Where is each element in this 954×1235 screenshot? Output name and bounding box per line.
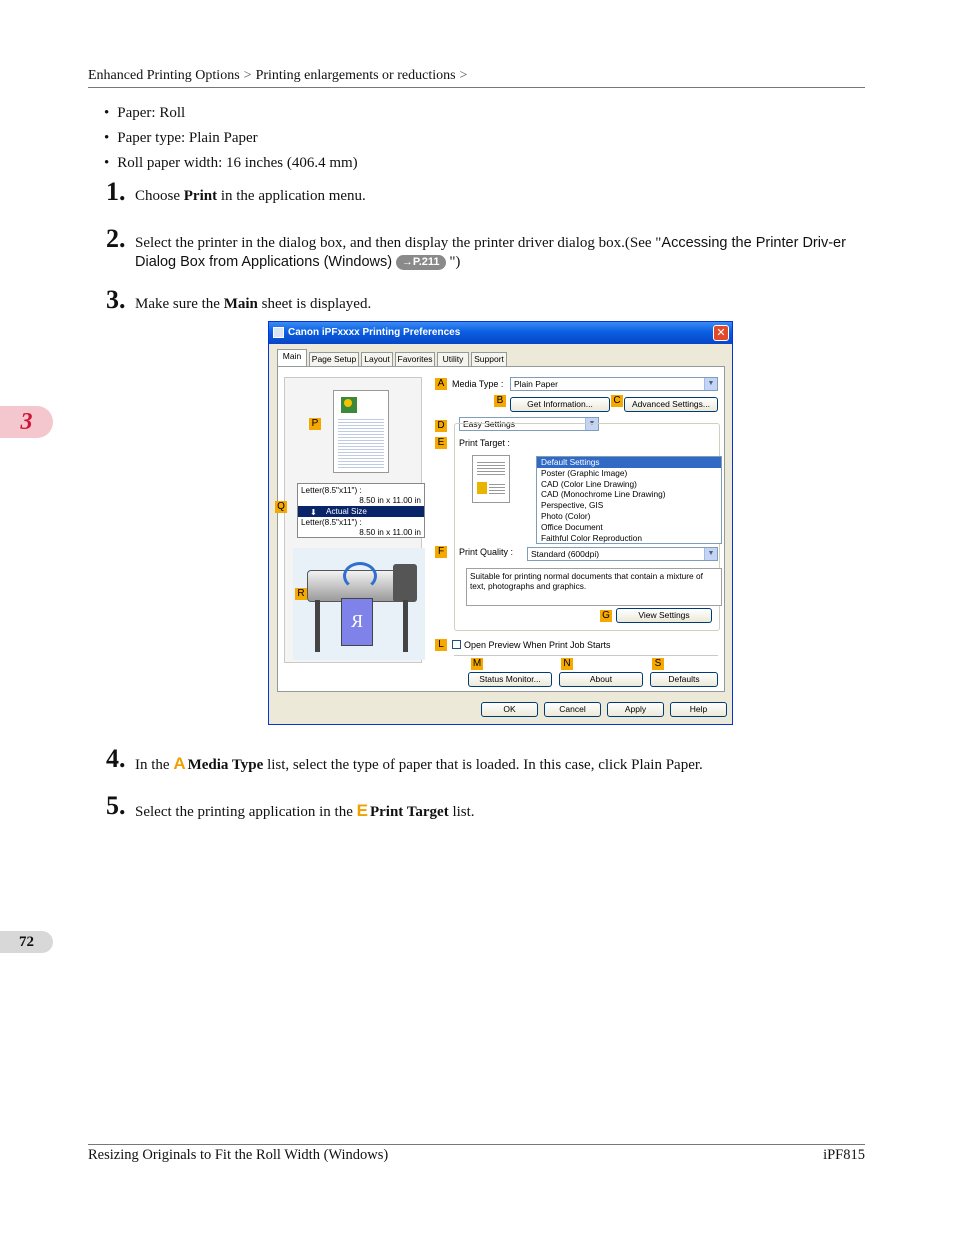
down-arrow-icon: ⬇ <box>310 508 317 517</box>
close-button[interactable]: ✕ <box>713 325 729 341</box>
about-button[interactable]: About <box>559 672 643 687</box>
size-info-box <box>297 483 425 538</box>
marker-l: L <box>435 639 447 651</box>
print-target-description: Suitable for printing normal documents that contain a mixture of text, photographs and graphics. <box>466 568 722 606</box>
list-item[interactable]: Poster (Graphic Image) <box>541 467 628 478</box>
step-number: 5. <box>106 791 126 820</box>
open-preview-checkbox[interactable] <box>452 640 461 649</box>
breadcrumb-separator: > <box>243 68 252 83</box>
marker-n: N <box>561 658 573 670</box>
defaults-button[interactable]: Defaults <box>650 672 718 687</box>
step-number: 2. <box>106 224 126 253</box>
scaling-label: Actual Size <box>326 507 367 516</box>
print-quality-value: Standard (600dpi) <box>531 549 600 559</box>
print-target-list[interactable] <box>536 456 722 544</box>
tab-main[interactable]: Main <box>277 349 307 367</box>
list-item[interactable]: Office Document <box>541 521 603 532</box>
dialog-titlebar[interactable] <box>269 322 732 344</box>
media-type-select[interactable] <box>510 377 718 391</box>
tab-support[interactable]: Support <box>471 352 507 366</box>
marker-q: Q <box>275 501 287 513</box>
open-preview-label: Open Preview When Print Job Starts <box>464 640 611 650</box>
breadcrumb-separator: > <box>459 68 468 83</box>
printed-sheet-icon: R <box>341 598 373 646</box>
tab-layout[interactable]: Layout <box>361 352 393 366</box>
marker-e: E <box>435 437 447 449</box>
page-reference-badge[interactable]: →P.211 <box>396 255 446 270</box>
chapter-tab[interactable]: 3 <box>0 406 53 438</box>
original-size-label: Letter(8.5"x11") : <box>301 486 362 495</box>
original-size-value: 8.50 in x 11.00 in <box>359 496 421 505</box>
list-item[interactable]: Photo (Color) <box>541 510 591 521</box>
print-quality-label: Print Quality : <box>459 547 514 557</box>
list-item[interactable]: CAD (Monochrome Line Drawing) <box>541 489 666 500</box>
list-item: • Roll paper width: 16 inches (406.4 mm) <box>104 151 358 176</box>
breadcrumb <box>88 68 471 84</box>
tab-favorites[interactable]: Favorites <box>395 352 435 366</box>
step-number: 4. <box>106 744 126 773</box>
step-text: Choose Print in the application menu. <box>135 188 366 204</box>
chevron-down-icon: ▼ <box>704 378 717 390</box>
marker-b: B <box>494 395 506 407</box>
list-item: • Paper type: Plain Paper <box>104 126 358 151</box>
marker-a: A <box>435 378 447 390</box>
step-text: In the A Media Type list, select the type of paper that is loaded. In this case, click Plain Paper. <box>135 754 703 773</box>
marker-p: P <box>309 418 321 430</box>
marker-c: C <box>611 395 623 407</box>
page-preview <box>333 390 389 473</box>
step-text: Make sure the Main sheet is displayed. <box>135 296 372 312</box>
advanced-settings-button[interactable]: Advanced Settings... <box>624 397 718 412</box>
output-size-value: 8.50 in x 11.00 in <box>359 528 421 537</box>
marker-r: R <box>295 588 307 600</box>
list-item[interactable]: Default Settings <box>537 457 721 468</box>
divider <box>454 655 718 656</box>
page-number: 72 <box>0 931 53 953</box>
step-text: Select the printer in the dialog box, and then display the printer driver dialog box.(See "Accessing the Printer Driv-er Dialog Box from Applications (Windows) →P.211 ") <box>135 235 846 270</box>
marker-f: F <box>435 546 447 558</box>
list-item[interactable]: Perspective, GIS <box>541 500 604 511</box>
tab-utility[interactable]: Utility <box>437 352 469 366</box>
output-size-label: Letter(8.5"x11") : <box>301 518 362 527</box>
footer-model-name: iPF815 <box>823 1147 865 1163</box>
list-item[interactable]: Faithful Color Reproduction <box>541 532 642 543</box>
print-target-label: Print Target : <box>459 438 510 448</box>
list-item[interactable]: CAD (Color Line Drawing) <box>541 478 637 489</box>
settings-mode-value: Easy Settings <box>463 419 515 429</box>
help-button[interactable]: Help <box>670 702 727 717</box>
image-preview-icon <box>340 396 358 414</box>
print-target-thumbnail <box>472 455 510 503</box>
marker-a-inline: A <box>173 754 186 773</box>
printer-leg-icon <box>403 600 408 652</box>
status-monitor-button[interactable]: Status Monitor... <box>468 672 552 687</box>
dialog-title: Canon iPFxxxx Printing Preferences <box>288 327 461 338</box>
marker-s: S <box>652 658 664 670</box>
printer-illustration <box>293 548 425 660</box>
ok-button[interactable]: OK <box>481 702 538 717</box>
marker-g: G <box>600 610 612 622</box>
preview-area <box>277 377 422 663</box>
printer-icon <box>273 327 284 338</box>
view-settings-button[interactable]: View Settings <box>616 608 712 623</box>
breadcrumb-part-2[interactable]: Printing enlargements or reductions <box>255 68 456 83</box>
list-item: • Paper: Roll <box>104 101 358 126</box>
step-number: 3. <box>106 285 126 314</box>
media-type-label: Media Type : <box>452 379 504 389</box>
cancel-button[interactable]: Cancel <box>544 702 601 717</box>
step-number: 1. <box>106 177 126 206</box>
header-rule <box>88 87 865 88</box>
marker-e-inline: E <box>356 801 368 820</box>
get-information-button[interactable]: Get Information... <box>510 397 610 412</box>
step-text: Select the printing application in the E Print Target list. <box>135 801 475 820</box>
footer-section-title: Resizing Originals to Fit the Roll Width (Windows) <box>88 1147 389 1163</box>
media-type-value: Plain Paper <box>514 379 558 389</box>
reference-link[interactable]: Accessing the Printer Driv-er Dialog Box from Applications (Windows) <box>135 235 846 270</box>
chevron-down-icon: ▼ <box>585 418 598 430</box>
apply-button[interactable]: Apply <box>607 702 664 717</box>
rotate-arrow-icon <box>343 562 377 590</box>
chevron-down-icon: ▼ <box>704 548 717 560</box>
printer-side-icon <box>393 564 417 602</box>
main-sheet <box>277 366 725 692</box>
breadcrumb-part-1[interactable]: Enhanced Printing Options <box>88 68 240 83</box>
printer-leg-icon <box>315 600 320 652</box>
tab-page-setup[interactable]: Page Setup <box>309 352 359 366</box>
marker-d: D <box>435 420 447 432</box>
paper-settings-list <box>104 101 358 176</box>
print-quality-select[interactable] <box>527 547 718 561</box>
footer-rule <box>88 1144 865 1145</box>
marker-m: M <box>472 658 482 669</box>
text-preview-lines <box>338 417 384 469</box>
printing-preferences-dialog <box>268 321 733 725</box>
